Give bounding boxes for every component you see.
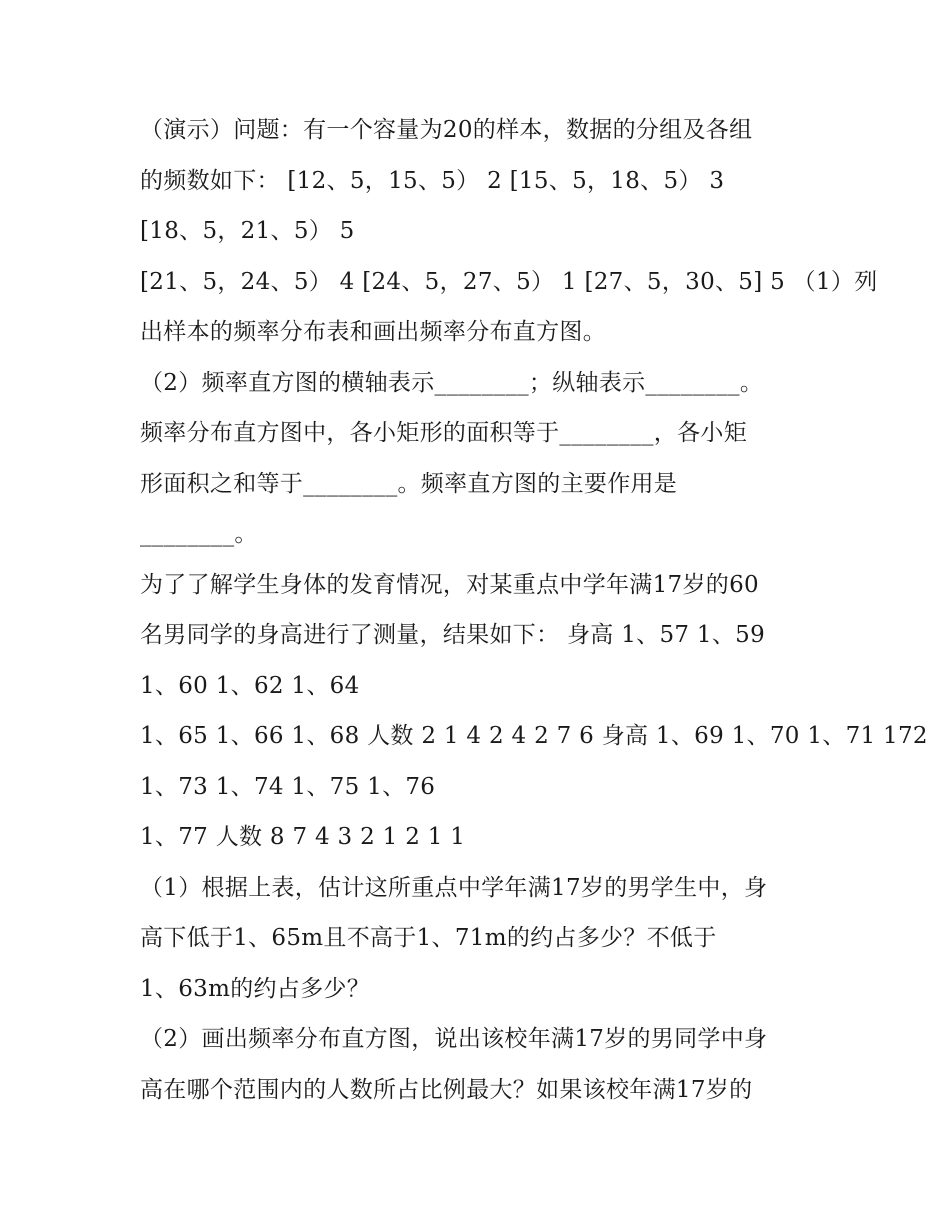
text-line: 1、77 人数 8 7 4 3 2 1 2 1 1 xyxy=(140,824,466,850)
text-line: （2）频率直方图的横轴表示________；纵轴表示________。 xyxy=(140,370,764,396)
text-line: 形面积之和等于________。频率直方图的主要作用是 xyxy=(140,471,678,497)
text-line: （2）画出频率分布直方图，说出该校年满17岁的男同学中身 xyxy=(140,1026,768,1052)
text-line: 高在哪个范围内的人数所占比例最大？如果该校年满17岁的 xyxy=(140,1077,753,1103)
text-line: 出样本的频率分布表和画出频率分布直方图。 xyxy=(140,319,606,345)
text-line: 1、65 1、66 1、68 人数 2 1 4 2 4 2 7 6 身高 1、69 1、70 1、71 172 xyxy=(140,723,928,749)
text-line: ________。 xyxy=(140,521,258,547)
text-line: 的频数如下： [12、5，15、5） 2 [15、5，18、5） 3 xyxy=(140,168,725,194)
text-line: 名男同学的身高进行了测量，结果如下： 身高 1、57 1、59 xyxy=(140,622,766,648)
text-line: 频率分布直方图中，各小矩形的面积等于________，各小矩 xyxy=(140,420,747,446)
text-line: 1、63m的约占多少？ xyxy=(140,976,371,1002)
text-line: 1、73 1、74 1、75 1、76 xyxy=(140,774,436,800)
text-line: [21、5，24、5） 4 [24、5，27、5） 1 [27、5，30、5] 5 （1）列 xyxy=(140,269,878,295)
text-line: 1、60 1、62 1、64 xyxy=(140,673,360,699)
text-line: （1）根据上表，估计这所重点中学年满17岁的男学生中，身 xyxy=(140,875,768,901)
text-line: 高下低于1、65m且不高于1、71m的约占多少？不低于 xyxy=(140,925,717,951)
text-line: 为了了解学生身体的发育情况，对某重点中学年满17岁的60 xyxy=(140,572,759,598)
text-line: [18、5，21、5） 5 xyxy=(140,218,355,244)
text-line: （演示）问题：有一个容量为20的样本，数据的分组及各组 xyxy=(140,117,753,143)
